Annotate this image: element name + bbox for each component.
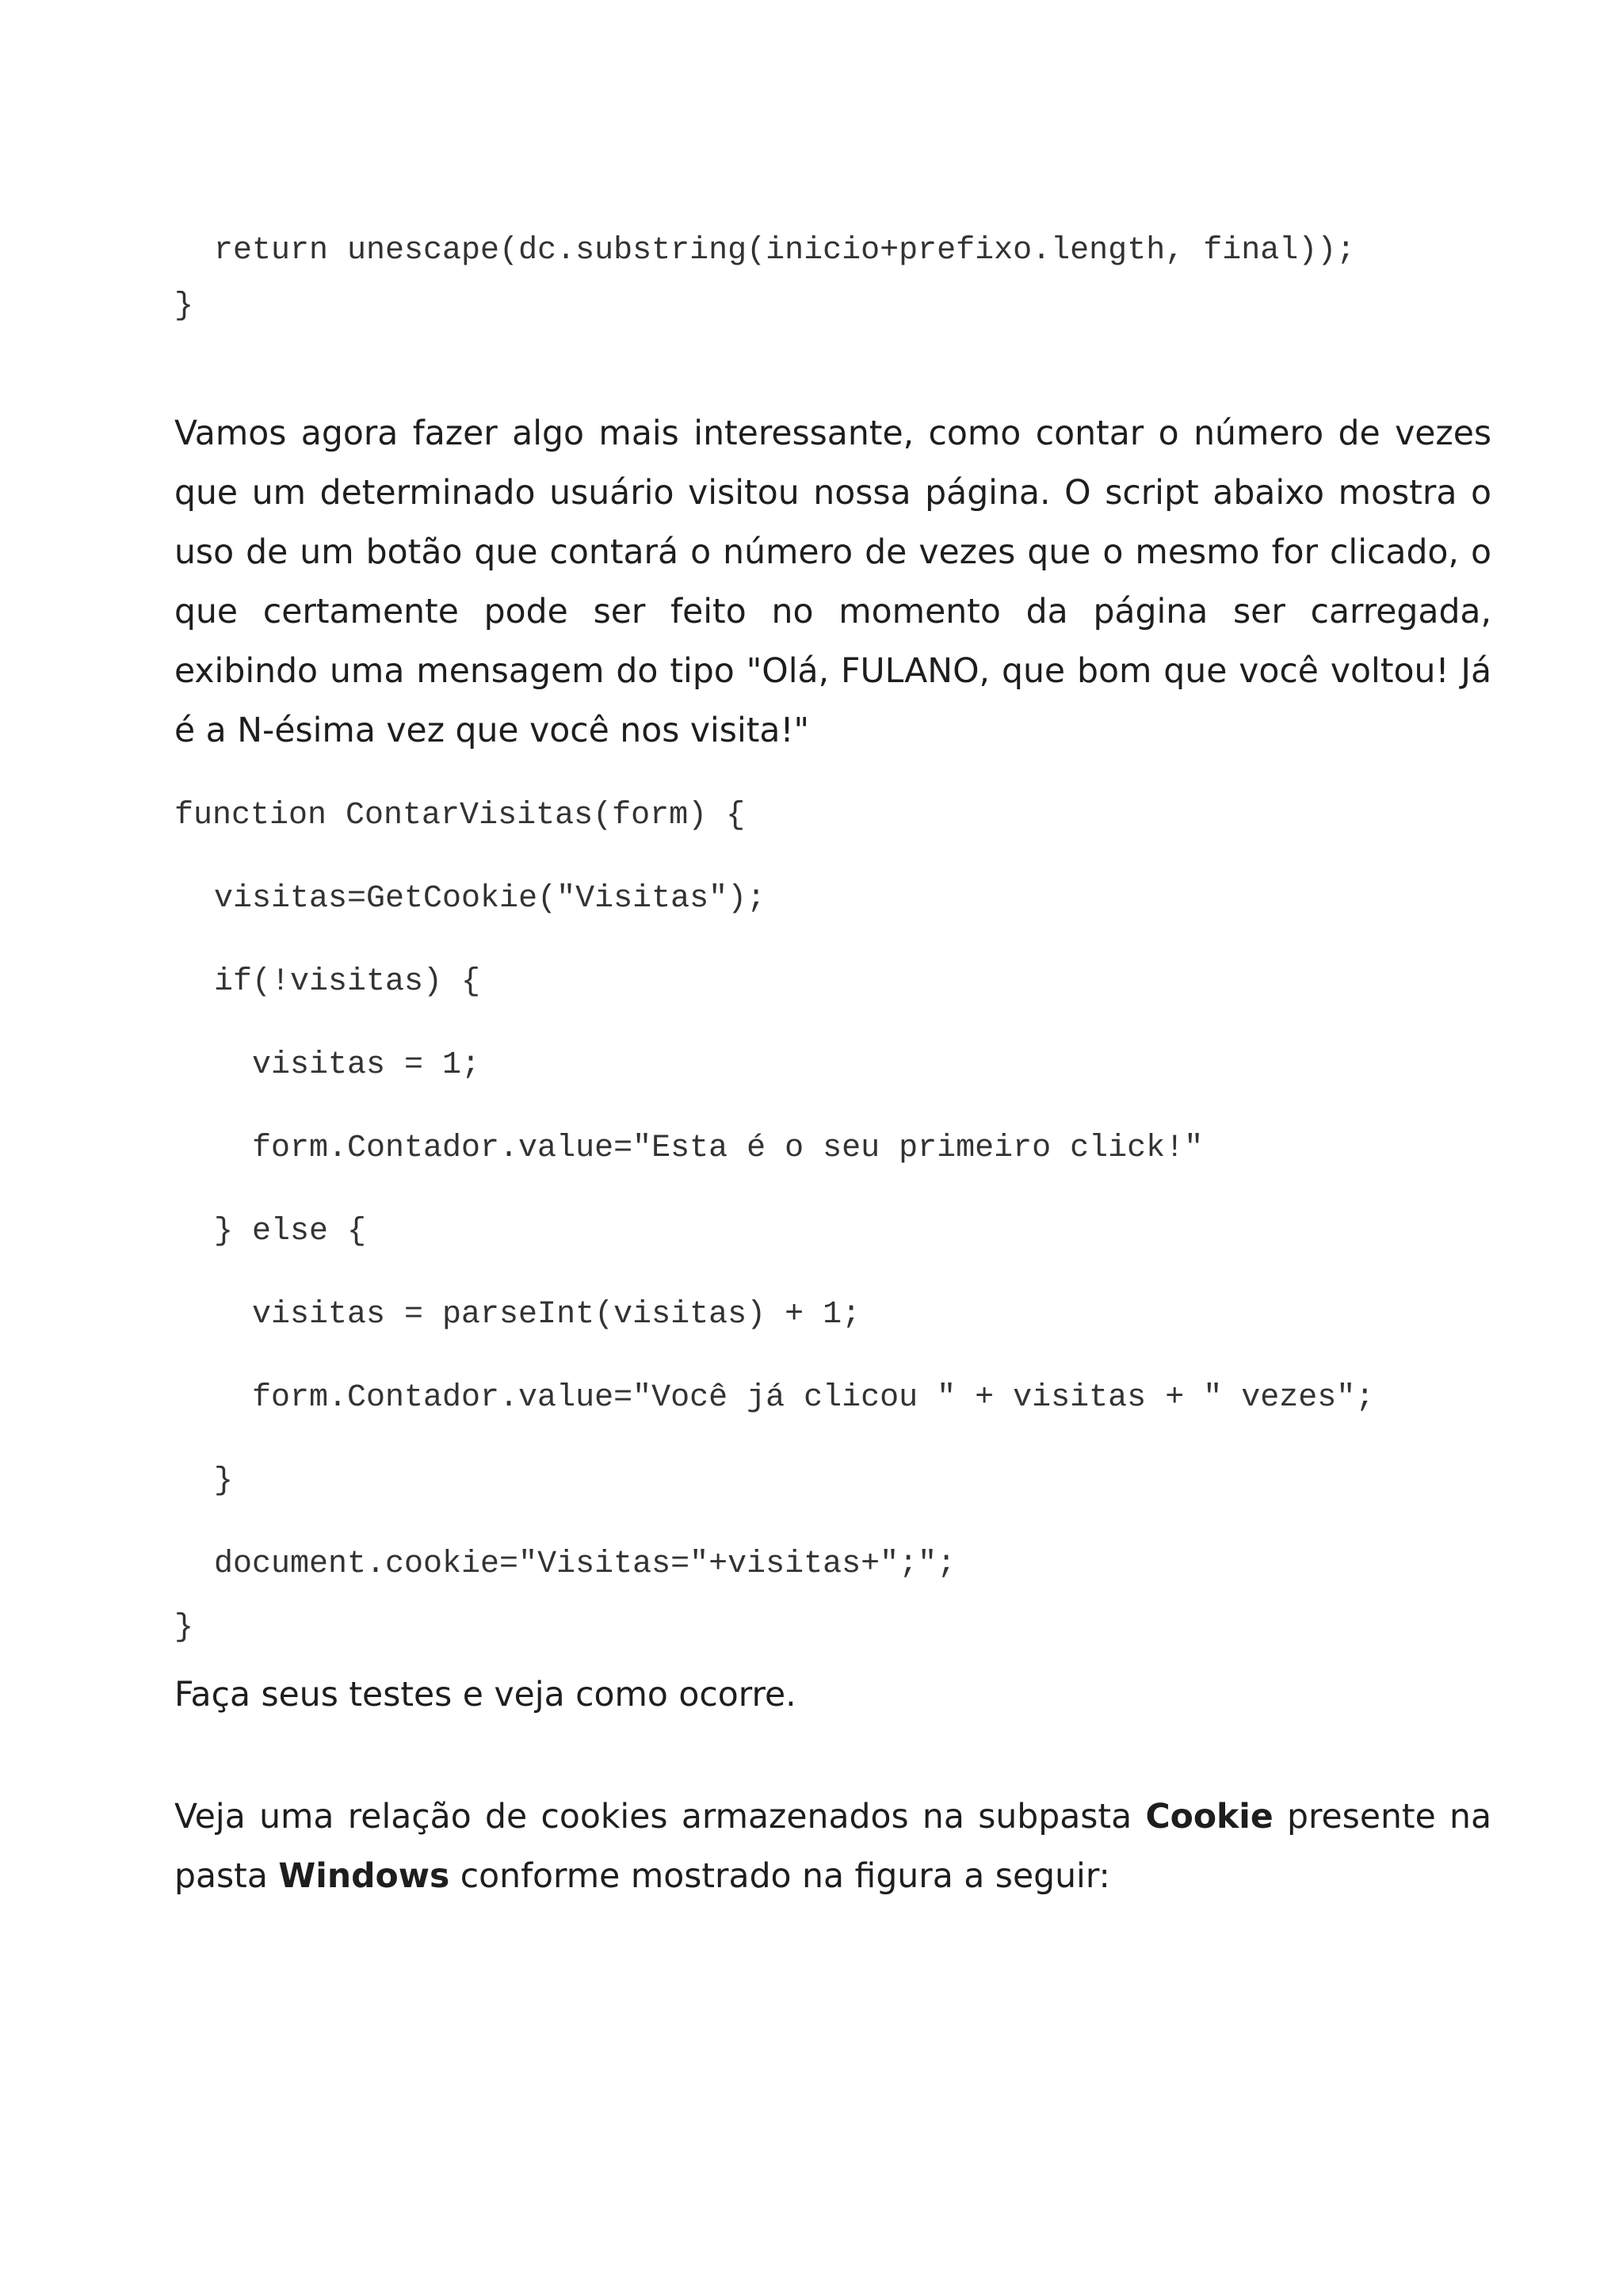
- code-line: visitas = parseInt(visitas) + 1;: [252, 1297, 861, 1333]
- paragraph-text: presente na pasta: [174, 1798, 1491, 1896]
- code-line: }: [174, 288, 194, 324]
- code-line: visitas = 1;: [252, 1047, 481, 1083]
- body-paragraph: Vamos agora fazer algo mais interessante, como contar o número de vezes que um determinado usuário visitou nossa página. O script abaixo mostra o uso de um botão que contará o número de vezes que o mesmo for clicado, o que certamente pode ser feito no momento da página ser carregada, exibindo uma mensagem do tipo "Olá, FULANO, que bom que você voltou! Já é a N-ésima vez que você nos visita!": [174, 414, 1491, 750]
- body-paragraph: [174, 1787, 1491, 1906]
- code-line: form.Contador.value="Você já clicou " + visitas + " vezes";: [252, 1380, 1375, 1416]
- bold-term-windows: Windows: [278, 1857, 450, 1896]
- body-paragraph: Faça seus testes e veja como ocorre.: [174, 1676, 796, 1714]
- code-line: form.Contador.value="Esta é o seu primeiro click!": [252, 1131, 1204, 1166]
- code-line: visitas=GetCookie("Visitas");: [214, 881, 766, 917]
- paragraph-text: conforme mostrado na figura a seguir:: [449, 1857, 1110, 1896]
- paragraph-text: Veja uma relação de cookies armazenados na subpasta: [174, 1798, 1146, 1836]
- code-line: }: [174, 1610, 194, 1646]
- code-line: }: [214, 1463, 234, 1499]
- code-line: return unescape(dc.substring(inicio+prefixo.length, final));: [214, 233, 1356, 269]
- code-line: document.cookie="Visitas="+visitas+";";: [214, 1547, 957, 1582]
- code-line: } else {: [214, 1214, 367, 1249]
- bold-term-cookie: Cookie: [1145, 1798, 1274, 1836]
- code-line: function ContarVisitas(form) {: [174, 798, 746, 833]
- code-line: if(!visitas) {: [214, 964, 481, 1000]
